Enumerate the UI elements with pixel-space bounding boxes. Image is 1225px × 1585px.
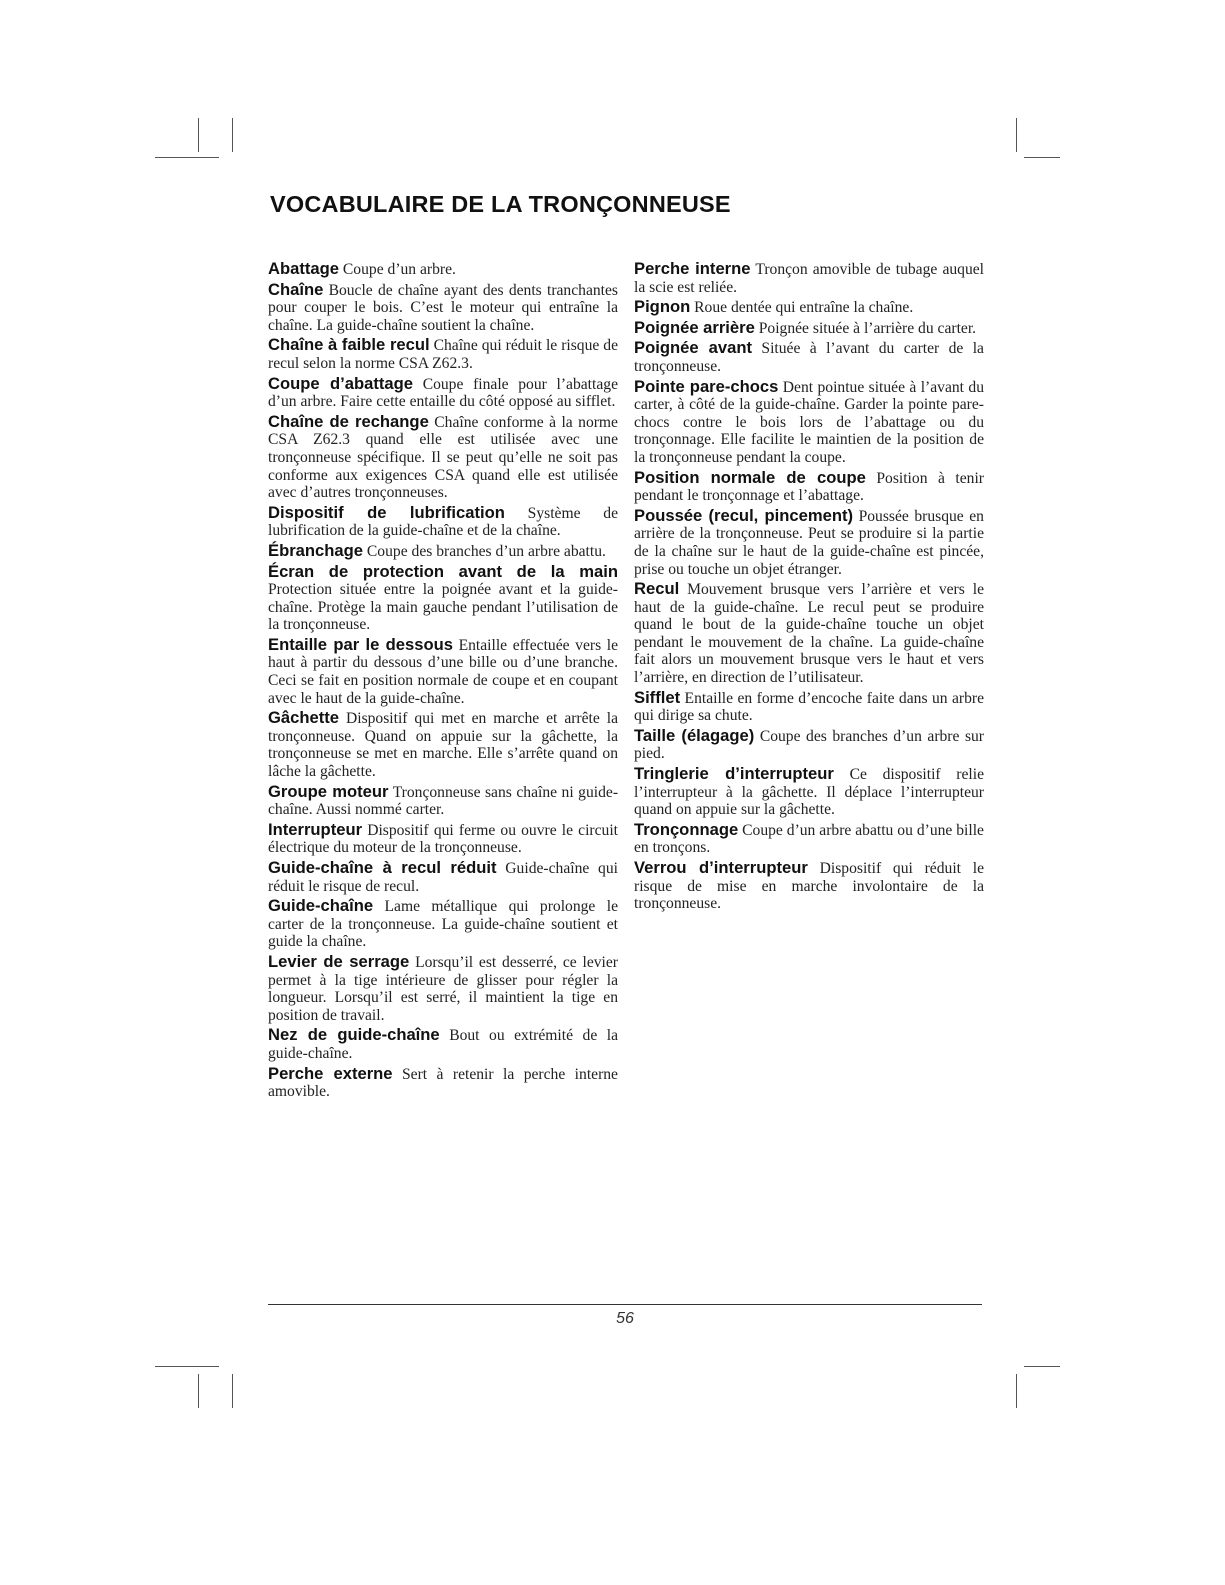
glossary-term: Pignon [634, 297, 691, 317]
glossary-entry [268, 260, 618, 279]
glossary-entry [634, 319, 984, 338]
glossary-entry [268, 563, 618, 634]
glossary-entry [268, 709, 618, 780]
glossary-definition: Dispositif qui réduit le risque de mise en marche involontaire de la tronçonneuse. [634, 860, 985, 913]
glossary-definition: Système de lubrification de la guide-chaîne et de la chaîne. [268, 504, 619, 540]
crop-mark-bottom-right-horizontal [1024, 1366, 1060, 1367]
glossary-definition: Entaille en forme d’encoche faite dans un arbre qui dirige sa chute. [634, 689, 984, 725]
glossary-definition: Coupe des branches d’un arbre sur pied. [634, 727, 985, 763]
glossary-term: Poignée avant [634, 338, 752, 358]
glossary-term: Groupe moteur [268, 781, 389, 801]
glossary-entry [634, 378, 984, 467]
glossary-entry [268, 636, 618, 707]
glossary-term: Pointe pare-chocs [634, 376, 779, 396]
glossary-definition: Située à l’avant du carter de la tronçonneuse. [634, 340, 984, 375]
crop-mark-bottom-left-horizontal [155, 1366, 219, 1367]
glossary-definition: Position à tenir pendant le tronçonnage et l’abattage. [634, 469, 984, 505]
glossary-definition: Chaîne conforme à la norme CSA Z62.3 quand elle est utilisée avec une tronçonneuse spécifique. Il se peut qu’elle ne soit pas conforme aux exigences CSA quand elle est utilisée avec d’autres tronçonneuses. [268, 413, 618, 502]
glossary-term: Coupe d’abattage [268, 373, 413, 393]
glossary-entry [634, 580, 984, 687]
glossary-entry [634, 260, 984, 296]
glossary-right-column [634, 260, 984, 915]
glossary-definition: Coupe finale pour l’abattage d’un arbre. Faire cette entaille du côté opposé au sifflet. [268, 375, 618, 411]
glossary-left-column [268, 260, 618, 1103]
glossary-term: Nez de guide-chaîne [268, 1025, 440, 1045]
glossary-entry [634, 727, 984, 763]
crop-mark-bottom-right [1016, 1374, 1017, 1408]
glossary-entry [268, 897, 618, 951]
glossary-entry [268, 859, 618, 895]
glossary-term: Entaille par le dessous [268, 634, 453, 654]
glossary-definition: Poussée brusque en arrière de la tronçonneuse. Peut se produire si la partie de la chaîne sur le haut de la guide-chaîne est pincée, prise ou touche un objet étranger. [634, 507, 984, 578]
glossary-term: Levier de serrage [268, 951, 410, 971]
glossary-term: Position normale de coupe [634, 467, 866, 487]
glossary-definition: Roue dentée qui entraîne la chaîne. [694, 299, 914, 317]
glossary-definition: Entaille effectuée vers le haut à partir du dessous d’une bille ou d’une branche. Ceci se fait en position normale de coupe et en coupant avec le haut de la guide-chaîne. [268, 636, 619, 707]
glossary-definition: Tronçonneuse sans chaîne ni guide-chaîne. Aussi nommé carter. [268, 783, 619, 819]
glossary-term: Sifflet [634, 687, 681, 707]
glossary-entry [268, 281, 618, 335]
crop-mark-top-left-outer [232, 118, 233, 152]
glossary-entry [268, 542, 618, 561]
glossary-entry [634, 689, 984, 725]
glossary-term: Perche interne [634, 259, 751, 278]
glossary-term: Chaîne de rechange [268, 411, 429, 431]
glossary-entry [268, 1026, 618, 1062]
glossary-term: Ébranchage [268, 540, 363, 560]
crop-mark-bottom-left-outer [232, 1374, 233, 1408]
crop-mark-top-left-inner [198, 118, 199, 152]
glossary-definition: Chaîne qui réduit le risque de recul selon la norme CSA Z62.3. [268, 337, 618, 372]
glossary-entry [268, 953, 618, 1024]
glossary-term: Tringlerie d’interrupteur [634, 764, 834, 784]
glossary-term: Guide-chaîne [268, 896, 374, 916]
crop-mark-top-left-horizontal [155, 157, 219, 158]
glossary-term: Abattage [268, 259, 339, 278]
glossary-term: Poignée arrière [634, 317, 755, 337]
glossary-term: Gâchette [268, 708, 340, 728]
glossary-term: Chaîne [268, 279, 324, 299]
glossary-definition: Tronçon amovible de tubage auquel la scie est reliée. [634, 261, 985, 296]
glossary-definition: Coupe des branches d’un arbre abattu. [366, 542, 606, 560]
glossary-entry [268, 1065, 618, 1101]
glossary-entry [634, 298, 984, 317]
glossary-term: Taille (élagage) [634, 725, 755, 745]
glossary-entry [634, 507, 984, 578]
glossary-entry [634, 821, 984, 857]
glossary-definition: Poignée située à l’arrière du carter. [758, 319, 977, 337]
glossary-definition: Sert à retenir la perche interne amovible. [268, 1065, 618, 1101]
crop-mark-top-right [1016, 118, 1017, 152]
glossary-definition: Dispositif qui met en marche et arrête la tronçonneuse. Quand on appuie sur la gâchette, la tronçonneuse se met en marche. Elle s’arrête quand on lâche la gâchette. [268, 710, 618, 781]
glossary-term: Interrupteur [268, 819, 363, 839]
glossary-definition: Ce dispositif relie l’interrupteur à la gâchette. Il déplace l’interrupteur quand on appuie sur la gâchette. [634, 766, 984, 819]
glossary-entry [268, 821, 618, 857]
glossary-definition: Mouvement brusque vers l’arrière et vers le haut de la guide-chaîne. Le recul peut se produire quand le bout de la guide-chaîne touche un objet pendant le mouvement de la chaîne. La guide-chaîne fait alors un mouvement brusque vers le haut et vers l’arrière, en direction de l’utilisateur. [634, 581, 984, 687]
glossary-term: Recul [634, 579, 680, 599]
page-number: 56 [616, 1310, 634, 1327]
glossary-definition: Dispositif qui ferme ou ouvre le circuit électrique du moteur de la tronçonneuse. [268, 821, 618, 857]
glossary-definition: Lorsqu’il est desserré, ce levier permet à la tige intérieure de glisser pour régler la longueur. Lorsqu’il est serré, il maintient la tige en position de travail. [268, 953, 618, 1024]
glossary-entry [268, 413, 618, 502]
glossary-definition: Guide-chaîne qui réduit le risque de recul. [268, 860, 618, 895]
glossary-term: Verrou d’interrupteur [634, 858, 808, 877]
crop-mark-bottom-left-inner [198, 1374, 199, 1408]
glossary-entry [634, 765, 984, 819]
glossary-definition: Boucle de chaîne ayant des dents tranchantes pour couper le bois. C’est le moteur qui entraîne la chaîne. La guide-chaîne soutient la chaîne. [268, 281, 618, 334]
glossary-entry [268, 336, 618, 372]
glossary-entry [634, 859, 984, 913]
glossary-definition: Lame métallique qui prolonge le carter de la tronçonneuse. La guide-chaîne soutient et guide la chaîne. [268, 898, 618, 951]
glossary-entry [268, 783, 618, 819]
crop-mark-top-right-horizontal [1024, 157, 1060, 158]
glossary-definition: Coupe d’un arbre abattu ou d’une bille en tronçons. [634, 821, 984, 857]
glossary-entry [634, 339, 984, 375]
footer-rule [268, 1304, 982, 1305]
glossary-definition: Bout ou extrémité de la guide-chaîne. [268, 1027, 619, 1062]
glossary-definition: Dent pointue située à l’avant du carter, à côté de la guide-chaîne. Garder la pointe pare-chocs contre le bois lors de l’abattage ou du tronçonnage. Elle facilite le maintien de la position de la tronçonneuse pendant la coupe. [634, 378, 985, 466]
glossary-term: Poussée (recul, pincement) [634, 505, 854, 525]
glossary-term: Écran de protection avant de la main [268, 561, 618, 581]
glossary-term: Guide-chaîne à recul réduit [268, 858, 497, 877]
glossary-entry [268, 504, 618, 540]
glossary-definition: Protection située entre la poignée avant et la guide-chaîne. Protège la main gauche pendant l’utilisation de la tronçonneuse. [268, 581, 618, 634]
glossary-entry [634, 469, 984, 505]
glossary-definition: Coupe d’un arbre. [342, 261, 456, 278]
glossary-term: Tronçonnage [634, 819, 739, 839]
glossary-term: Perche externe [268, 1063, 393, 1083]
page-title: VOCABULAIRE DE LA TRONÇONNEUSE [270, 191, 731, 217]
glossary-entry [268, 375, 618, 411]
glossary-term: Dispositif de lubrification [268, 502, 505, 522]
glossary-term: Chaîne à faible recul [268, 335, 430, 355]
